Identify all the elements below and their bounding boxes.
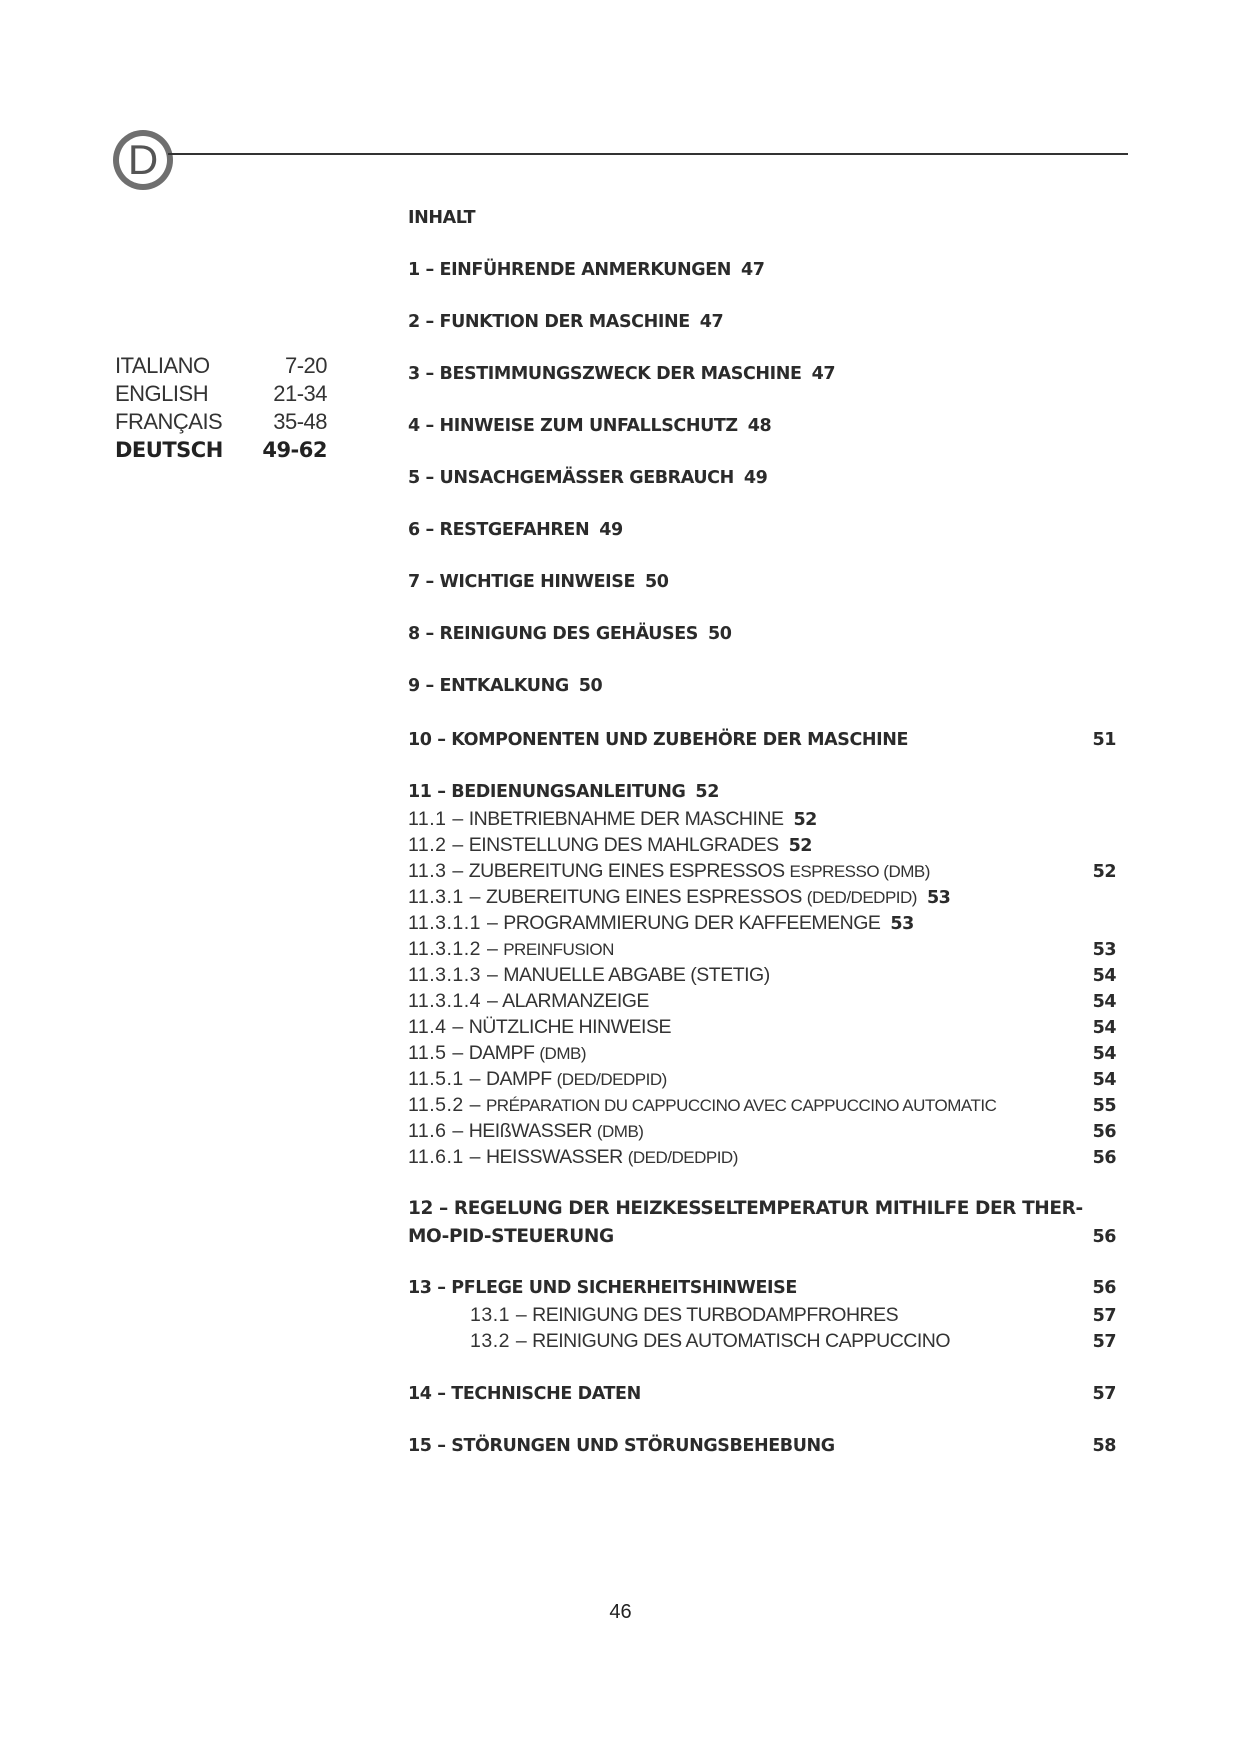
toc-subentry-number: 11.5.2 – bbox=[408, 1094, 482, 1116]
toc-entry bbox=[408, 364, 1116, 384]
toc-subentry-page: 54 bbox=[1092, 1018, 1116, 1038]
toc-entry-text: 15 – STÖRUNGEN UND STÖRUNGSBEHEBUNG bbox=[408, 1436, 835, 1456]
toc-subentry-page: 53 bbox=[890, 914, 914, 934]
toc-subentry-page: 54 bbox=[1092, 1044, 1116, 1064]
toc-entry bbox=[408, 730, 1116, 750]
toc-entry bbox=[408, 1384, 1116, 1404]
toc-entry-text: 6 – RESTGEFAHREN bbox=[408, 520, 590, 540]
toc-subentry-suffix: (DED/DEDPID) bbox=[627, 1148, 738, 1167]
toc-subentry-page: 56 bbox=[1092, 1122, 1116, 1142]
toc-entry-page: 52 bbox=[695, 782, 719, 802]
toc-entry-text: 3 – BESTIMMUNGSZWECK DER MASCHINE bbox=[408, 364, 802, 384]
toc-subentry bbox=[408, 808, 1116, 831]
toc-entry-text: 14 – TECHNISCHE DATEN bbox=[408, 1384, 641, 1404]
toc-subentry-number: 11.1 – bbox=[408, 808, 464, 830]
toc-subentry-number: 11.3.1.2 – bbox=[408, 938, 499, 960]
toc-subentry bbox=[408, 834, 1116, 857]
toc-entry-text: 5 – UNSACHGEMÄSSER GEBRAUCH bbox=[408, 468, 734, 488]
toc-entry bbox=[408, 260, 1116, 280]
toc-subentry-page: 54 bbox=[1092, 992, 1116, 1012]
toc-entry-text: 2 – FUNKTION DER MASCHINE bbox=[408, 312, 690, 332]
language-name: FRANÇAIS bbox=[115, 409, 223, 434]
toc-entry-text: 10 – KOMPONENTEN UND ZUBEHÖRE DER MASCHINE bbox=[408, 730, 909, 750]
toc-subentry-text: ALARMANZEIGE bbox=[502, 990, 649, 1012]
toc-subentry-number: 11.3.1 – bbox=[408, 886, 482, 908]
toc-subentry-number: 11.3.1.1 – bbox=[408, 912, 499, 934]
toc-entry-text: 9 – ENTKALKUNG bbox=[408, 676, 569, 696]
toc-subentry bbox=[408, 1016, 1116, 1039]
page-number: 46 bbox=[609, 1601, 632, 1623]
toc-entry bbox=[408, 416, 1116, 436]
toc-subentry bbox=[408, 938, 1116, 961]
toc-subentry-page: 57 bbox=[1092, 1332, 1116, 1352]
toc-entry bbox=[408, 1436, 1116, 1456]
toc-entry-text: 8 – REINIGUNG DES GEHÄUSES bbox=[408, 624, 699, 644]
toc-entry bbox=[408, 1278, 1116, 1298]
toc-subentry bbox=[408, 860, 1116, 883]
toc-entry-page: 47 bbox=[811, 364, 836, 384]
toc-subentry-page: 53 bbox=[1092, 940, 1116, 960]
language-name: ITALIANO bbox=[115, 353, 210, 378]
toc-subentry-number: 11.3 – bbox=[408, 860, 464, 882]
toc-entry bbox=[408, 676, 1116, 696]
toc-entry-page: 51 bbox=[1092, 730, 1116, 750]
toc-subentry-number: 11.2 – bbox=[408, 834, 464, 856]
language-name: DEUTSCH bbox=[115, 438, 223, 462]
language-pages: 21-34 bbox=[273, 381, 327, 406]
toc-subentry bbox=[470, 1330, 1116, 1353]
toc-entry bbox=[408, 1198, 1116, 1219]
toc-entry-text: 12 – REGELUNG DER HEIZKESSELTEMPERATUR MITHILFE DER THER- bbox=[408, 1198, 1083, 1219]
toc-entry-text: 7 – WICHTIGE HINWEISE bbox=[408, 572, 636, 592]
toc-entry-page: 58 bbox=[1092, 1436, 1116, 1456]
toc-entry-page: 49 bbox=[743, 468, 768, 488]
toc-subentry bbox=[408, 990, 1116, 1013]
toc-subentry-suffix: (DMB) bbox=[539, 1044, 586, 1063]
toc-subentry-suffix: (DMB) bbox=[596, 1122, 644, 1141]
toc-subentry-page: 54 bbox=[1092, 966, 1116, 986]
toc-subentry-page: 55 bbox=[1092, 1096, 1116, 1116]
toc-subentry-number: 11.5 – bbox=[408, 1042, 464, 1064]
toc-subentry-text: ZUBEREITUNG EINES ESPRESSOS bbox=[468, 860, 785, 882]
toc-entry-page: 50 bbox=[645, 572, 669, 592]
toc-subentry-suffix: (DED/DEDPID) bbox=[556, 1070, 667, 1089]
toc-subentry-number: 13.2 – bbox=[470, 1330, 528, 1352]
toc-title-row bbox=[408, 208, 1116, 228]
language-pages: 35-48 bbox=[273, 409, 327, 434]
toc-entry-text: 13 – PFLEGE UND SICHERHEITSHINWEISE bbox=[408, 1278, 797, 1298]
toc-entry bbox=[408, 782, 1116, 802]
toc-subentry-number: 13.1 – bbox=[470, 1304, 528, 1326]
toc-entry bbox=[408, 624, 1116, 644]
toc-subentry-text: MANUELLE ABGABE (STETIG) bbox=[503, 964, 770, 986]
toc-subentry bbox=[408, 1146, 1116, 1169]
toc-entry-page: 50 bbox=[708, 624, 732, 644]
toc-subentry-suffix: ESPRESSO (DMB) bbox=[789, 862, 930, 881]
toc-entry-text: 1 – EINFÜHRENDE ANMERKUNGEN bbox=[408, 260, 731, 280]
toc-entry bbox=[408, 312, 1116, 332]
toc-subentry-number: 11.6.1 – bbox=[408, 1146, 482, 1168]
toc-subentry-text: INBETRIEBNAHME DER MASCHINE bbox=[468, 808, 784, 830]
toc-entry-page: 47 bbox=[699, 312, 724, 332]
toc-entry bbox=[408, 572, 1116, 592]
toc-subentry-text: REINIGUNG DES AUTOMATISCH CAPPUCCINO bbox=[532, 1330, 951, 1352]
toc-subentry bbox=[470, 1304, 1116, 1327]
toc-subentry-page: 52 bbox=[1092, 862, 1116, 882]
toc-subentry bbox=[408, 1120, 1116, 1143]
language-pages: 7-20 bbox=[284, 353, 327, 378]
toc-subentry-text: DAMPF bbox=[468, 1042, 535, 1064]
toc-subentry bbox=[408, 1094, 1116, 1117]
section-letter: D bbox=[119, 136, 167, 184]
toc-entry-page: 50 bbox=[578, 676, 603, 696]
toc-subentry-page: 57 bbox=[1092, 1306, 1116, 1326]
toc-subentry-number: 11.3.1.4 – bbox=[408, 990, 499, 1012]
language-name: ENGLISH bbox=[115, 381, 209, 406]
toc-subentry-text: HEIßWASSER bbox=[468, 1120, 592, 1142]
toc-subentry bbox=[408, 1042, 1116, 1065]
toc-entry-page: 56 bbox=[1092, 1278, 1116, 1298]
toc-subentry-number: 11.4 – bbox=[408, 1016, 464, 1038]
toc-subentry-text: ZUBEREITUNG EINES ESPRESSOS bbox=[485, 886, 802, 908]
toc-subentry-page: 56 bbox=[1092, 1148, 1116, 1168]
toc-entry-page: 57 bbox=[1092, 1384, 1116, 1404]
toc-title: INHALT bbox=[408, 208, 476, 228]
toc-entry bbox=[408, 468, 1116, 488]
toc-subentry-number: 11.5.1 – bbox=[408, 1068, 482, 1090]
toc-subentry-page: 53 bbox=[926, 888, 951, 908]
toc-entry-text: MO-PID-STEUERUNG bbox=[408, 1226, 614, 1247]
toc-subentry bbox=[408, 912, 1116, 935]
toc-subentry-text: PREINFUSION bbox=[503, 940, 614, 959]
toc-subentry-text: REINIGUNG DES TURBODAMPFROHRES bbox=[532, 1304, 899, 1326]
toc-subentry-text: HEISSWASSER bbox=[485, 1146, 623, 1168]
toc-subentry-page: 54 bbox=[1092, 1070, 1116, 1090]
toc-entry-text: 4 – HINWEISE ZUM UNFALLSCHUTZ bbox=[408, 416, 738, 436]
toc-entry-page: 56 bbox=[1092, 1227, 1116, 1247]
toc-entry bbox=[408, 520, 1116, 540]
toc-subentry-page: 52 bbox=[788, 836, 812, 856]
toc-entry-page: 48 bbox=[747, 416, 772, 436]
toc-entry-text: 11 – BEDIENUNGSANLEITUNG bbox=[408, 782, 686, 802]
toc-subentry-page: 52 bbox=[793, 810, 817, 830]
toc-subentry-number: 11.6 – bbox=[408, 1120, 464, 1142]
toc-subentry bbox=[408, 1068, 1116, 1091]
toc-subentry-text: PRÉPARATION DU CAPPUCCINO AVEC CAPPUCCINO AUTOMATIC bbox=[485, 1096, 997, 1115]
language-pages: 49-62 bbox=[262, 438, 327, 462]
toc-entry bbox=[408, 1226, 1116, 1247]
toc-subentry-suffix: (DED/DEDPID) bbox=[806, 888, 917, 907]
toc-subentry-text: PROGRAMMIERUNG DER KAFFEEMENGE bbox=[503, 912, 881, 934]
toc-subentry-number: 11.3.1.3 – bbox=[408, 964, 499, 986]
toc-subentry bbox=[408, 964, 1116, 987]
toc-subentry-text: NÜTZLICHE HINWEISE bbox=[468, 1016, 671, 1038]
toc-entry-page: 49 bbox=[599, 520, 623, 540]
toc-subentry-text: DAMPF bbox=[485, 1068, 552, 1090]
toc-subentry-text: EINSTELLUNG DES MAHLGRADES bbox=[468, 834, 779, 856]
toc-subentry bbox=[408, 886, 1116, 909]
toc-entry-page: 47 bbox=[741, 260, 765, 280]
